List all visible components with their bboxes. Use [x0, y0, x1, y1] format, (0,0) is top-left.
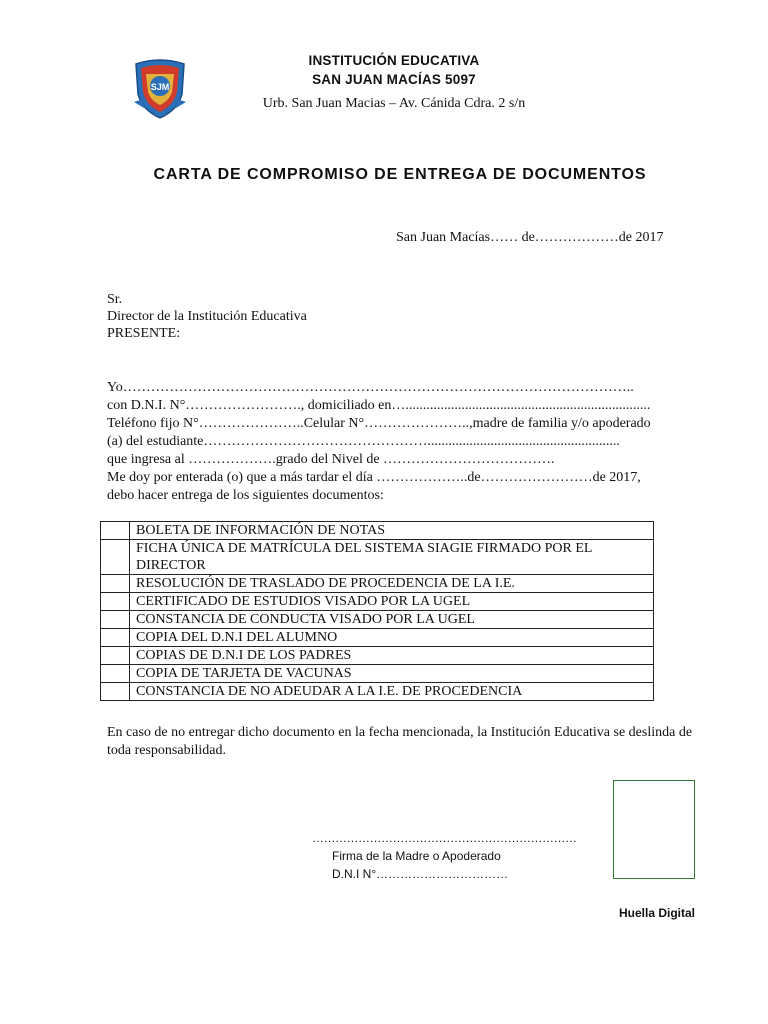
table-row [101, 611, 654, 629]
institution-name: INSTITUCIÓN EDUCATIVA [308, 53, 480, 68]
fingerprint-label: Huella Digital [619, 906, 696, 920]
document-item: BOLETA DE INFORMACIÓN DE NOTAS [130, 522, 654, 540]
document-item: RESOLUCIÓN DE TRASLADO DE PROCEDENCIA DE LA I.E. [130, 575, 654, 593]
body-line-student: (a) del estudiante…………………………………………....................................................... [107, 434, 620, 449]
document-item: CONSTANCIA DE NO ADEUDAR A LA I.E. DE PROCEDENCIA [130, 683, 654, 701]
document-item: COPIAS DE D.N.I DE LOS PADRES [130, 647, 654, 665]
document-item: COPIA DE TARJETA DE VACUNAS [130, 665, 654, 683]
institution-subname: SAN JUAN MACÍAS 5097 [312, 72, 476, 87]
signature-line: …………………………………………………………… [312, 831, 577, 845]
document-item: CONSTANCIA DE CONDUCTA VISADO POR LA UGEL [130, 611, 654, 629]
document-checkbox[interactable] [101, 665, 130, 683]
body-line-dni: con D.N.I. N°……………………., domiciliado en…...................................................................... [107, 398, 651, 413]
document-checkbox[interactable] [101, 647, 130, 665]
date-line: San Juan Macías…… de………………de 2017 [396, 230, 664, 245]
document-item: CERTIFICADO DE ESTUDIOS VISADO POR LA UGEL [130, 593, 654, 611]
document-checkbox[interactable] [101, 611, 130, 629]
document-checkbox[interactable] [101, 522, 130, 540]
signature-dni: D.N.I N°…………………………… [332, 867, 509, 881]
document-checkbox[interactable] [101, 683, 130, 701]
document-item: COPIA DEL D.N.I DEL ALUMNO [130, 629, 654, 647]
body-line-intro: debo hacer entrega de los siguientes documentos: [107, 488, 384, 503]
document-title: CARTA DE COMPROMISO DE ENTREGA DE DOCUMENTOS [153, 166, 647, 183]
documents-table [100, 521, 654, 701]
signature-label: Firma de la Madre o Apoderado [332, 849, 501, 863]
addressee-title: Director de la Institución Educativa [107, 309, 307, 324]
closing-paragraph: En caso de no entregar dicho documento en la fecha mencionada, la Institución Educativa se deslinda de toda responsabilidad. [107, 725, 693, 758]
fingerprint-box [613, 780, 695, 879]
table-row [101, 593, 654, 611]
document-checkbox[interactable] [101, 629, 130, 647]
addressee-salutation: Sr. [107, 292, 123, 307]
document-checkbox[interactable] [101, 593, 130, 611]
body-line-deadline: Me doy por enterada (o) que a más tardar el día ………………..de……………………de 2017, [107, 470, 641, 485]
table-row [101, 665, 654, 683]
table-row [101, 575, 654, 593]
body-line-name: Yo……………………………………………………………………………………………….. [107, 380, 634, 395]
document-checkbox[interactable] [101, 540, 130, 575]
school-logo [132, 58, 188, 120]
table-row [101, 683, 654, 701]
addressee-presente: PRESENTE: [107, 326, 181, 341]
table-row [101, 647, 654, 665]
table-row [101, 540, 654, 575]
body-line-grade: que ingresa al ……………….grado del Nivel de ………………………………. [107, 452, 555, 467]
table-row [101, 629, 654, 647]
table-row [101, 522, 654, 540]
body-line-phone: Teléfono fijo N°…………………..Celular N°…………………..,madre de familia y/o apoderado [107, 416, 651, 431]
document-item: FICHA ÚNICA DE MATRÍCULA DEL SISTEMA SIAGIE FIRMADO POR EL DIRECTOR [130, 540, 654, 575]
document-checkbox[interactable] [101, 575, 130, 593]
logo-initials: SJM [150, 82, 170, 92]
institution-address: Urb. San Juan Macias – Av. Cánida Cdra. 2 s/n [262, 96, 526, 111]
